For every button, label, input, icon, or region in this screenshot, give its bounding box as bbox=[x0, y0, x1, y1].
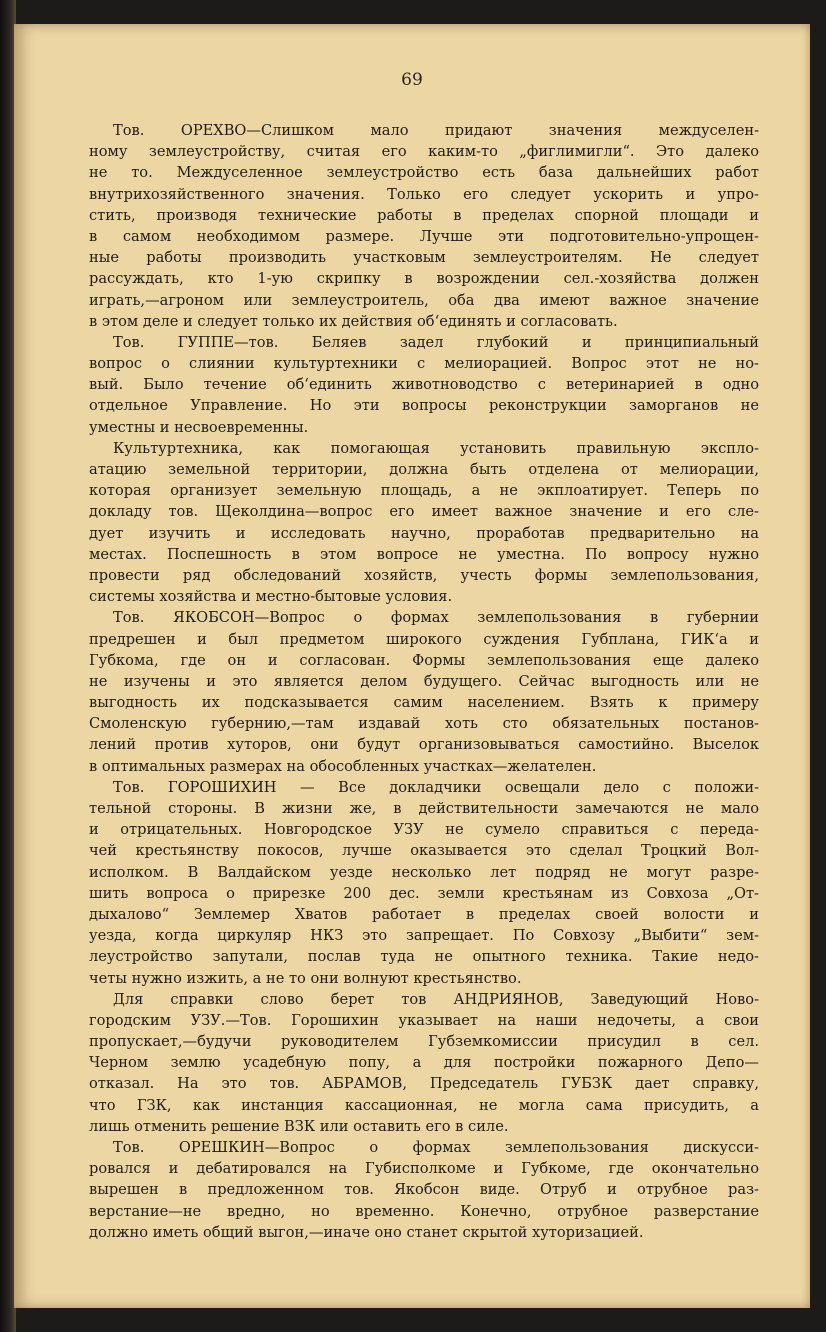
text-line: ному землеустройству, считая его каким-то „фиглимигли“. Это далеко bbox=[89, 143, 759, 161]
text-line: в самом необходимом размере. Лучше эти подготовительно-упрощен- bbox=[89, 227, 759, 245]
text-line: не изучены и это является делом будущего. Сейчас выгодность или не bbox=[89, 672, 759, 690]
text-line: дыхалово“ Землемер Хватов работает в пределах своей волости и bbox=[89, 905, 759, 923]
text-line: Смоленскую губернию,—там издавай хоть сто обязательных постанов- bbox=[89, 715, 759, 733]
text-line: уезда, когда циркуляр НКЗ это запрещает. По Совхозу „Выбити“ зем- bbox=[89, 927, 759, 945]
text-line: уместны и несвоевременны. bbox=[89, 418, 309, 436]
text-line: леустройство запутали, послав туда не опытного техника. Такие недо- bbox=[89, 948, 759, 966]
text-line: что ГЗК, как инстанция кассационная, не могла сама присудить, а bbox=[89, 1096, 759, 1114]
text-line: дует изучить и исследовать научно, проработав предварительно на bbox=[89, 524, 759, 542]
text-line: Тов. ГУППЕ—тов. Беляев задел глубокий и принципиальный bbox=[113, 333, 759, 351]
text-line: должно иметь общий выгон,—иначе оно станет скрытой хуторизацией. bbox=[89, 1223, 644, 1241]
text-line: чей крестьянству покосов, лучше оказывается это сделал Троцкий Вол- bbox=[89, 842, 759, 860]
text-line: в оптимальных размерах на обособленных участках—желателен. bbox=[89, 757, 597, 775]
text-line: которая организует земельную площадь, а не экплоатирует. Теперь по bbox=[89, 482, 759, 500]
text-line: предрешен и был предметом широкого суждения Губплана, ГИК‘а и bbox=[89, 630, 759, 648]
text-line: Тов. ОРЕШКИН—Вопрос о формах землепользования дискусси- bbox=[113, 1139, 759, 1156]
text-line: пропускает,—будучи руководителем Губземкомиссии присудил в сел. bbox=[89, 1033, 759, 1051]
text-line: четы нужно изжить, а не то они волнуют крестьянство. bbox=[89, 969, 522, 987]
book-page bbox=[14, 24, 810, 1308]
text-line: вырешен в предложенном тов. Якобсон виде. Отруб и отрубное раз- bbox=[89, 1181, 759, 1199]
text-line: исполком. В Валдайском уезде несколько лет подряд не могут разре- bbox=[89, 863, 759, 881]
text-line: стить, производя технические работы в пределах спорной площади и bbox=[89, 206, 759, 224]
text-line: Тов. ЯКОБСОН—Вопрос о формах землепользования в губернии bbox=[113, 609, 759, 627]
text-line: и отрицательных. Новгородское УЗУ не сумело справиться с переда- bbox=[89, 821, 759, 839]
text-line: местах. Поспешность в этом вопросе не уместна. По вопросу нужно bbox=[89, 545, 759, 563]
text-line: внутрихозяйственного значения. Только его следует ускорить и упро- bbox=[89, 185, 759, 203]
text-line: городским УЗУ.—Тов. Горошихин указывает на наши недочеты, а свои bbox=[89, 1011, 759, 1029]
text-line: ные работы производить участковым землеустроителям. Не следует bbox=[89, 249, 759, 267]
page-number: 69 bbox=[401, 70, 423, 90]
text-line: тельной стороны. В жизни же, в действительности замечаются не мало bbox=[89, 800, 759, 817]
text-line: рассуждать, кто 1-ую скрипку в возрождении сел.-хозяйства должен bbox=[89, 270, 759, 288]
text-line: Для справки слово берет тов АНДРИЯНОВ, Заведующий Ново- bbox=[113, 990, 759, 1008]
text-line: играть,—агроном или землеустроитель, оба два имеют важное значение bbox=[89, 291, 759, 309]
text-line: провести ряд обследований хозяйств, учесть формы землепользования, bbox=[89, 566, 759, 584]
text-line: лений против хуторов, они будут организовываться самостийно. Выселок bbox=[89, 736, 759, 754]
text-line: шить вопроса о прирезке 200 дес. земли крестьянам из Совхоза „От- bbox=[89, 884, 759, 902]
text-line: ровался и дебатировался на Губисполкоме и Губкоме, где окончательно bbox=[89, 1160, 759, 1178]
text-line: Тов. ОРЕХВО—Слишком мало придают значения междуселен- bbox=[113, 122, 759, 139]
text-line: выгодность их подсказывается самим населением. Взять к примеру bbox=[89, 694, 759, 712]
text-line: атацию земельной территории, должна быть отделена от мелиорации, bbox=[89, 461, 759, 478]
text-line: вопрос о слиянии культуртехники с мелиорацией. Вопрос этот не но- bbox=[89, 355, 759, 373]
text-line: не то. Междуселенное землеустройство есть база дальнейших работ bbox=[89, 164, 759, 182]
text-line: Тов. ГОРОШИХИН — Все докладчики освещали дело с положи- bbox=[113, 778, 759, 796]
body-text bbox=[89, 120, 759, 1243]
text-line: Культуртехника, как помогающая установить правильную эксплo- bbox=[113, 439, 759, 457]
text-line: вый. Было течение об‘единить животноводство с ветеринарией в одно bbox=[89, 376, 759, 394]
text-line: в этом деле и следует только их действия об‘единять и согласовать. bbox=[89, 312, 618, 330]
text-line: Губкома, где он и согласован. Формы землепользования еще далеко bbox=[89, 651, 759, 669]
text-line: отдельное Управление. Но эти вопросы реконструкции заморганов не bbox=[89, 397, 759, 415]
text-line: отказал. На это тов. АБРАМОВ, Председатель ГУБЗК дает справку, bbox=[89, 1075, 759, 1093]
text-line: лишь отменить решение ВЗК или оставить его в силе. bbox=[89, 1117, 509, 1135]
text-line: Черном землю усадебную попу, а для постройки пожарного Депо— bbox=[89, 1054, 759, 1072]
text-line: докладу тов. Щеколдина—вопрос его имеет важное значение и его сле- bbox=[89, 503, 759, 521]
text-line: системы хозяйства и местно-бытовые условия. bbox=[89, 588, 453, 606]
text-line: верстание—не вредно, но временно. Конечно, отрубное разверстание bbox=[89, 1202, 759, 1220]
